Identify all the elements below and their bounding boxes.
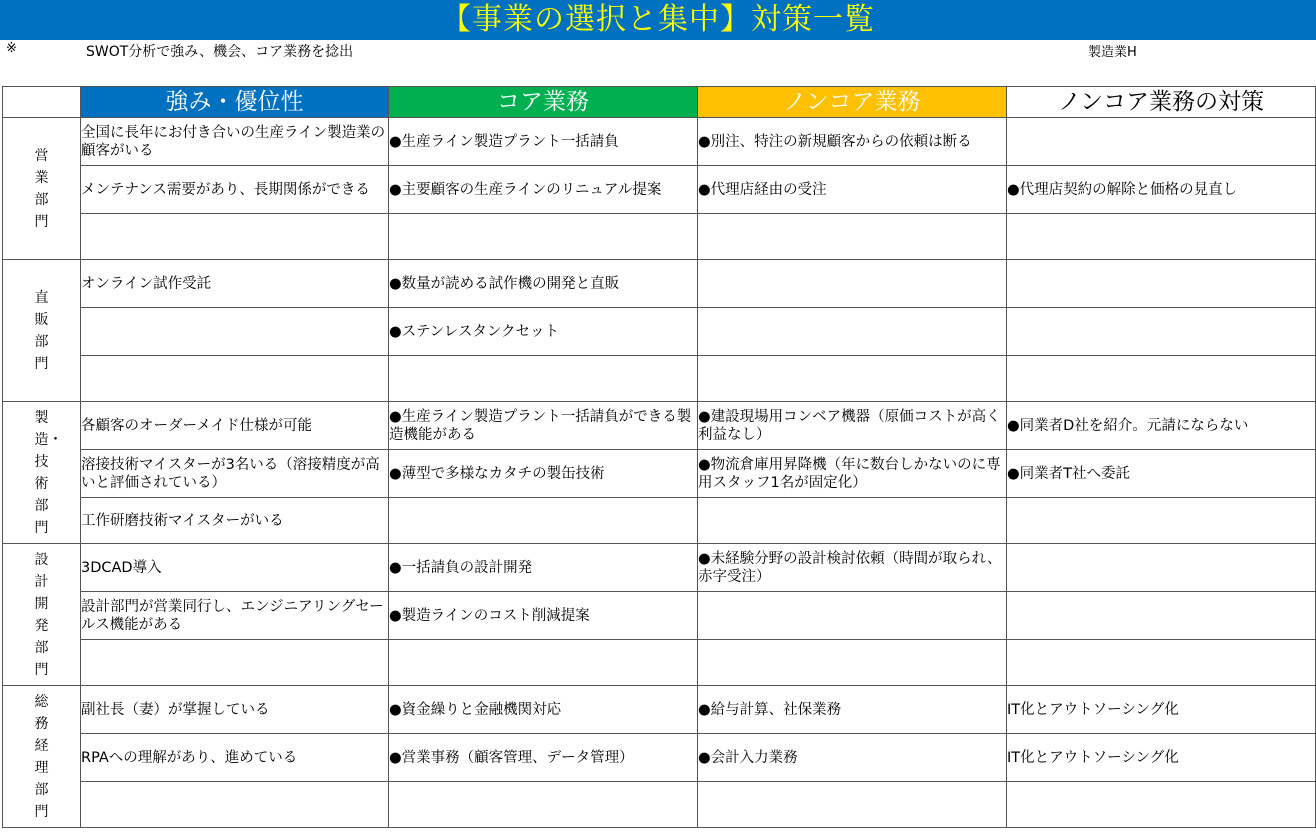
noncore-cell: ●給与計算、社保業務	[698, 686, 1007, 734]
note-text: SWOT分析で強み、機会、コア業務を捻出	[86, 44, 354, 60]
noncore-cell	[698, 260, 1007, 308]
department-label	[3, 118, 81, 260]
table-row	[3, 118, 1316, 166]
department-name: 設計開発部門	[34, 551, 49, 678]
core-cell	[389, 640, 698, 686]
strength-cell: 全国に長年にお付き合いの生産ライン製造業の顧客がいる	[81, 118, 389, 166]
header-core: コア業務	[389, 87, 698, 118]
department-name: 直販部門	[34, 289, 49, 372]
measure-cell	[1007, 544, 1316, 592]
core-cell	[389, 498, 698, 544]
department-name: 製造・技術部門	[34, 409, 63, 536]
strength-cell	[81, 214, 389, 260]
measure-cell: ●代理店契約の解除と価格の見直し	[1007, 166, 1316, 214]
noncore-cell: ●会計入力業務	[698, 734, 1007, 782]
measure-cell	[1007, 498, 1316, 544]
noncore-cell	[698, 356, 1007, 402]
noncore-cell	[698, 214, 1007, 260]
core-cell: ●生産ライン製造プラント一括請負ができる製造機能がある	[389, 402, 698, 450]
table-row	[3, 260, 1316, 308]
strength-cell	[81, 308, 389, 356]
core-cell	[389, 356, 698, 402]
header-measure: ノンコア業務の対策	[1007, 87, 1316, 118]
noncore-cell: ●建設現場用コンベア機器（原価コストが高く利益なし）	[698, 402, 1007, 450]
title-bar	[0, 0, 1316, 40]
department-name: 総務経理部門	[34, 693, 49, 820]
core-cell: ●ステンレスタンクセット	[389, 308, 698, 356]
measure-cell	[1007, 308, 1316, 356]
header-strength: 強み・優位性	[81, 87, 389, 118]
department-label	[3, 544, 81, 686]
measure-cell	[1007, 356, 1316, 402]
core-cell	[389, 214, 698, 260]
department-label	[3, 260, 81, 402]
table-body	[3, 118, 1316, 828]
noncore-cell: ●代理店経由の受注	[698, 166, 1007, 214]
strength-cell: 溶接技術マイスターが3名いる（溶接精度が高いと評価されている）	[81, 450, 389, 498]
note-mark: ※	[6, 41, 17, 56]
table-row	[3, 308, 1316, 356]
noncore-cell	[698, 782, 1007, 828]
table-row	[3, 402, 1316, 450]
strength-cell: 設計部門が営業同行し、エンジニアリングセールス機能がある	[81, 592, 389, 640]
measure-cell	[1007, 260, 1316, 308]
table-row	[3, 450, 1316, 498]
strength-cell: メンテナンス需要があり、長期関係ができる	[81, 166, 389, 214]
core-cell: ●資金繰りと金融機関対応	[389, 686, 698, 734]
noncore-cell: ●別注、特注の新規顧客からの依頼は断る	[698, 118, 1007, 166]
table-row	[3, 356, 1316, 402]
noncore-cell	[698, 308, 1007, 356]
header-row	[3, 87, 1316, 118]
table-row	[3, 214, 1316, 260]
measure-cell	[1007, 640, 1316, 686]
measure-cell: ●同業者D社を紹介。元請にならない	[1007, 402, 1316, 450]
strength-cell: オンライン試作受託	[81, 260, 389, 308]
core-cell: ●営業事務（顧客管理、データ管理）	[389, 734, 698, 782]
table-row	[3, 498, 1316, 544]
table-row	[3, 544, 1316, 592]
noncore-cell	[698, 592, 1007, 640]
measure-cell	[1007, 214, 1316, 260]
core-cell: ●製造ラインのコスト削減提案	[389, 592, 698, 640]
table-row	[3, 686, 1316, 734]
core-cell: ●薄型で多様なカタチの製缶技術	[389, 450, 698, 498]
measure-cell: IT化とアウトソーシング化	[1007, 734, 1316, 782]
measure-cell	[1007, 592, 1316, 640]
core-cell: ●数量が読める試作機の開発と直販	[389, 260, 698, 308]
core-cell: ●一括請負の設計開発	[389, 544, 698, 592]
noncore-cell: ●未経験分野の設計検討依頼（時間が取られ、赤字受注）	[698, 544, 1007, 592]
strength-cell: 工作研磨技術マイスターがいる	[81, 498, 389, 544]
department-label	[3, 402, 81, 544]
measure-cell: IT化とアウトソーシング化	[1007, 686, 1316, 734]
table-row	[3, 640, 1316, 686]
department-name: 営業部門	[34, 147, 49, 230]
noncore-cell	[698, 498, 1007, 544]
core-cell: ●生産ライン製造プラント一括請負	[389, 118, 698, 166]
department-label	[3, 686, 81, 828]
table-row	[3, 166, 1316, 214]
header-noncore: ノンコア業務	[698, 87, 1007, 118]
table-row	[3, 592, 1316, 640]
core-cell: ●主要顧客の生産ラインのリニュアル提案	[389, 166, 698, 214]
measure-cell	[1007, 782, 1316, 828]
noncore-cell: ●物流倉庫用昇降機（年に数台しかないのに専用スタッフ1名が固定化）	[698, 450, 1007, 498]
measure-cell: ●同業者T社へ委託	[1007, 450, 1316, 498]
page-title: 【事業の選択と集中】対策一覧	[441, 2, 875, 37]
strength-cell	[81, 356, 389, 402]
header-blank	[3, 87, 81, 118]
strength-cell: 3DCAD導入	[81, 544, 389, 592]
measure-cell	[1007, 118, 1316, 166]
strength-cell: RPAへの理解があり、進めている	[81, 734, 389, 782]
industry-label: 製造業H	[1088, 45, 1137, 60]
strength-cell: 副社長（妻）が掌握している	[81, 686, 389, 734]
strength-cell	[81, 640, 389, 686]
table-row	[3, 782, 1316, 828]
strength-cell	[81, 782, 389, 828]
strength-cell: 各顧客のオーダーメイド仕様が可能	[81, 402, 389, 450]
measures-table	[2, 86, 1316, 828]
core-cell	[389, 782, 698, 828]
table-row	[3, 734, 1316, 782]
noncore-cell	[698, 640, 1007, 686]
